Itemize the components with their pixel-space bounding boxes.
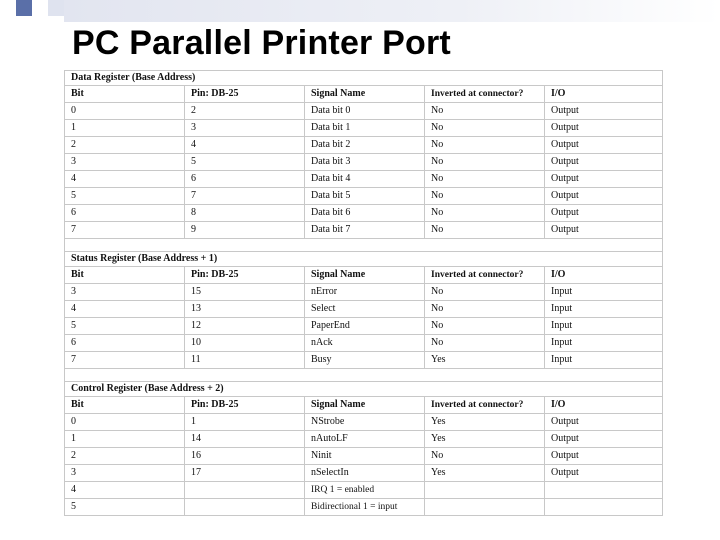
- column-header: Inverted at connector?: [425, 86, 545, 103]
- table-cell: 7: [65, 222, 185, 239]
- column-header: Bit: [65, 267, 185, 284]
- column-header: Pin: DB-25: [185, 397, 305, 414]
- table-cell: No: [425, 171, 545, 188]
- column-header: Inverted at connector?: [425, 397, 545, 414]
- table-cell: 11: [185, 352, 305, 369]
- table-cell: Data bit 0: [305, 103, 425, 120]
- table-cell: Data bit 6: [305, 205, 425, 222]
- column-header: Signal Name: [305, 397, 425, 414]
- table-cell: Yes: [425, 465, 545, 482]
- table-cell: 3: [65, 284, 185, 301]
- table-cell: Data bit 3: [305, 154, 425, 171]
- section-spacer: [65, 239, 663, 252]
- table-cell: Ninit: [305, 448, 425, 465]
- table-cell: [545, 499, 663, 516]
- table-cell: Busy: [305, 352, 425, 369]
- section-heading: Status Register (Base Address + 1): [65, 252, 663, 267]
- table-cell: 0: [65, 414, 185, 431]
- table-cell: [185, 482, 305, 499]
- column-header: I/O: [545, 267, 663, 284]
- table-row: [65, 448, 663, 465]
- table-cell: Input: [545, 301, 663, 318]
- column-header: Pin: DB-25: [185, 86, 305, 103]
- column-header: Signal Name: [305, 267, 425, 284]
- title-decoration-band: [64, 0, 720, 22]
- table-cell: 5: [65, 188, 185, 205]
- register-table-container: [64, 70, 662, 516]
- table-cell: 3: [185, 120, 305, 137]
- table-cell: Output: [545, 431, 663, 448]
- table-cell: No: [425, 318, 545, 335]
- table-cell: Yes: [425, 414, 545, 431]
- column-header-row: [65, 267, 663, 284]
- column-header: I/O: [545, 397, 663, 414]
- table-cell: 12: [185, 318, 305, 335]
- table-cell: 16: [185, 448, 305, 465]
- spacer-cell: [65, 239, 663, 252]
- section-heading-row: [65, 71, 663, 86]
- table-cell: nError: [305, 284, 425, 301]
- table-cell: Data bit 5: [305, 188, 425, 205]
- table-cell: Data bit 1: [305, 120, 425, 137]
- table-cell: 9: [185, 222, 305, 239]
- column-header: Inverted at connector?: [425, 267, 545, 284]
- table-cell: 4: [65, 301, 185, 318]
- table-row: [65, 414, 663, 431]
- table-row: [65, 188, 663, 205]
- table-cell: 4: [185, 137, 305, 154]
- table-cell: No: [425, 301, 545, 318]
- column-header: Signal Name: [305, 86, 425, 103]
- table-cell: 15: [185, 284, 305, 301]
- table-cell: Output: [545, 188, 663, 205]
- table-cell: No: [425, 154, 545, 171]
- table-row: [65, 335, 663, 352]
- table-row: [65, 431, 663, 448]
- section-spacer: [65, 369, 663, 382]
- table-cell: 3: [65, 154, 185, 171]
- section-heading: Control Register (Base Address + 2): [65, 382, 663, 397]
- table-cell: [425, 499, 545, 516]
- table-cell: [425, 482, 545, 499]
- table-cell: [185, 499, 305, 516]
- section-heading: Data Register (Base Address): [65, 71, 663, 86]
- table-cell: No: [425, 137, 545, 154]
- table-cell: 5: [65, 499, 185, 516]
- table-cell: No: [425, 103, 545, 120]
- table-cell: 14: [185, 431, 305, 448]
- table-cell: 1: [65, 120, 185, 137]
- slide-title: PC Parallel Printer Port: [72, 24, 451, 62]
- table-cell: nAck: [305, 335, 425, 352]
- table-cell: 4: [65, 482, 185, 499]
- table-cell: [545, 482, 663, 499]
- table-cell: No: [425, 335, 545, 352]
- table-cell: 10: [185, 335, 305, 352]
- table-row: [65, 318, 663, 335]
- column-header-row: [65, 397, 663, 414]
- table-cell: Yes: [425, 431, 545, 448]
- table-cell: Output: [545, 222, 663, 239]
- table-cell: Data bit 7: [305, 222, 425, 239]
- table-cell: 13: [185, 301, 305, 318]
- table-cell: Select: [305, 301, 425, 318]
- table-cell: No: [425, 448, 545, 465]
- table-row: [65, 205, 663, 222]
- column-header: I/O: [545, 86, 663, 103]
- table-cell: Output: [545, 120, 663, 137]
- section-heading-row: [65, 382, 663, 397]
- table-row: [65, 465, 663, 482]
- table-row: [65, 137, 663, 154]
- table-cell: 2: [65, 137, 185, 154]
- table-cell: 5: [185, 154, 305, 171]
- table-row: [65, 301, 663, 318]
- table-cell: Output: [545, 103, 663, 120]
- table-cell: 0: [65, 103, 185, 120]
- table-cell: NStrobe: [305, 414, 425, 431]
- table-row: [65, 482, 663, 499]
- table-cell: Input: [545, 318, 663, 335]
- table-cell: 7: [65, 352, 185, 369]
- table-row: [65, 284, 663, 301]
- column-header: Bit: [65, 86, 185, 103]
- section-heading-row: [65, 252, 663, 267]
- table-cell: Output: [545, 448, 663, 465]
- table-row: [65, 154, 663, 171]
- table-cell: No: [425, 205, 545, 222]
- table-cell: nAutoLF: [305, 431, 425, 448]
- table-row: [65, 222, 663, 239]
- column-header-row: [65, 86, 663, 103]
- table-cell: No: [425, 222, 545, 239]
- table-cell: 1: [65, 431, 185, 448]
- table-cell: Input: [545, 284, 663, 301]
- spacer-cell: [65, 369, 663, 382]
- table-cell: Output: [545, 205, 663, 222]
- table-cell: Output: [545, 154, 663, 171]
- table-cell: PaperEnd: [305, 318, 425, 335]
- table-cell: No: [425, 188, 545, 205]
- table-cell: nSelectIn: [305, 465, 425, 482]
- table-cell: 6: [65, 335, 185, 352]
- table-cell: IRQ 1 = enabled: [305, 482, 425, 499]
- table-cell: 4: [65, 171, 185, 188]
- table-row: [65, 103, 663, 120]
- register-table: [64, 70, 663, 516]
- table-cell: Data bit 4: [305, 171, 425, 188]
- table-cell: No: [425, 120, 545, 137]
- table-row: [65, 171, 663, 188]
- table-cell: 6: [65, 205, 185, 222]
- column-header: Pin: DB-25: [185, 267, 305, 284]
- table-cell: Output: [545, 137, 663, 154]
- table-cell: 3: [65, 465, 185, 482]
- column-header: Bit: [65, 397, 185, 414]
- table-cell: 6: [185, 171, 305, 188]
- table-cell: Data bit 2: [305, 137, 425, 154]
- table-cell: 8: [185, 205, 305, 222]
- table-cell: 17: [185, 465, 305, 482]
- table-cell: 2: [65, 448, 185, 465]
- table-cell: Output: [545, 414, 663, 431]
- table-cell: 5: [65, 318, 185, 335]
- table-cell: Input: [545, 352, 663, 369]
- table-cell: Output: [545, 171, 663, 188]
- table-cell: 1: [185, 414, 305, 431]
- table-row: [65, 120, 663, 137]
- table-row: [65, 499, 663, 516]
- table-cell: Input: [545, 335, 663, 352]
- table-cell: Bidirectional 1 = input: [305, 499, 425, 516]
- table-cell: No: [425, 284, 545, 301]
- table-cell: 2: [185, 103, 305, 120]
- table-cell: Output: [545, 465, 663, 482]
- table-row: [65, 352, 663, 369]
- table-cell: Yes: [425, 352, 545, 369]
- table-cell: 7: [185, 188, 305, 205]
